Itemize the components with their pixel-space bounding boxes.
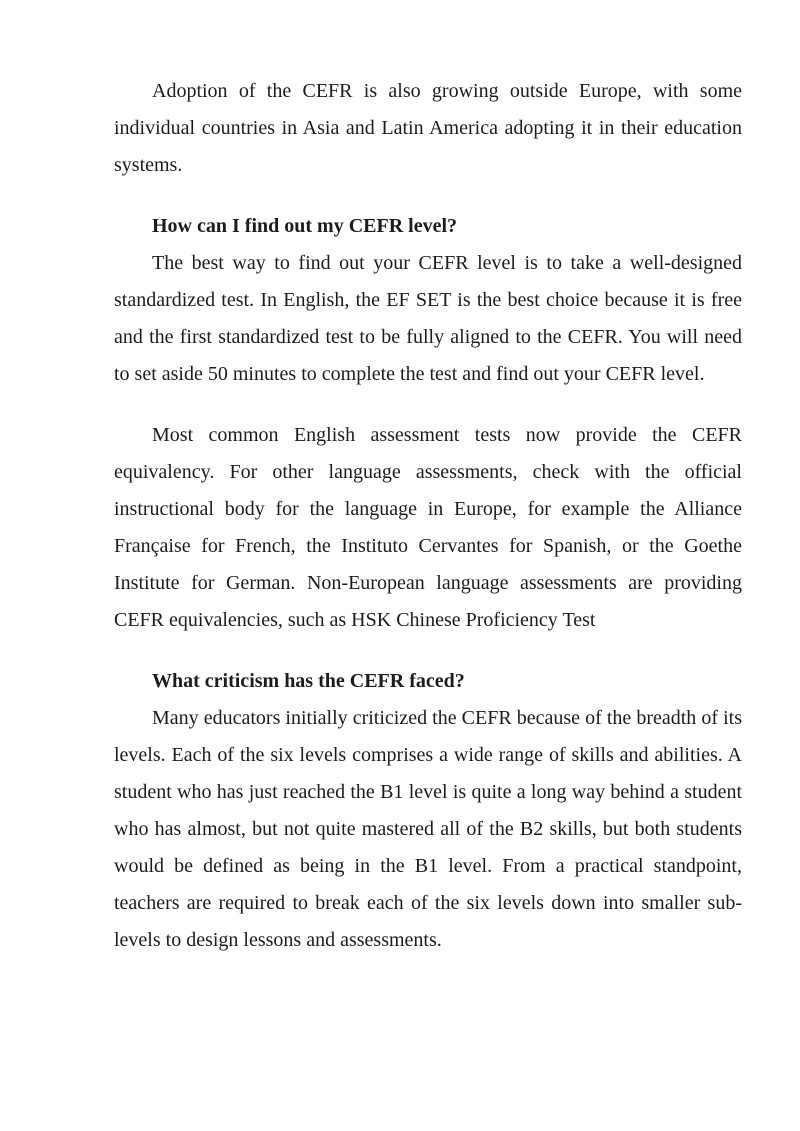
find-level-heading: How can I find out my CEFR level?: [152, 215, 457, 237]
find-level-paragraph-2: Most common English assessment tests now provide the CEFR equivalency. For other language assessments, check with the official instructional body for the language in Europe, for example the Alliance Française for French, the Instituto Cervantes for Spanish, or the Goethe Institute for German. Non-European language assessments are providing CEFR equivalencies, such as HSK Chinese Proficiency Test: [114, 424, 742, 631]
criticism-heading: What criticism has the CEFR faced?: [152, 670, 465, 692]
document-page: [114, 73, 742, 959]
intro-paragraph: Adoption of the CEFR is also growing outside Europe, with some individual countries in Asia and Latin America adopting it in their education systems.: [114, 80, 742, 176]
section-spacer: [114, 184, 742, 208]
section-spacer: [114, 639, 742, 663]
criticism-paragraph: Many educators initially criticized the CEFR because of the breadth of its levels. Each of the six levels comprises a wide range of skills and abilities. A student who has just reached the B1 level is quite a long way behind a student who has almost, but not quite mastered all of the B2 skills, but both students would be defined as being in the B1 level. From a practical standpoint, teachers are required to break each of the six levels down into smaller sub-levels to design lessons and assessments.: [114, 707, 742, 951]
find-level-paragraph-1: The best way to find out your CEFR level is to take a well-designed standardized test. In English, the EF SET is the best choice because it is free and the first standardized test to be fully aligned to the CEFR. You will need to set aside 50 minutes to complete the test and find out your CEFR level.: [114, 252, 742, 385]
paragraph-spacer: [114, 393, 742, 417]
